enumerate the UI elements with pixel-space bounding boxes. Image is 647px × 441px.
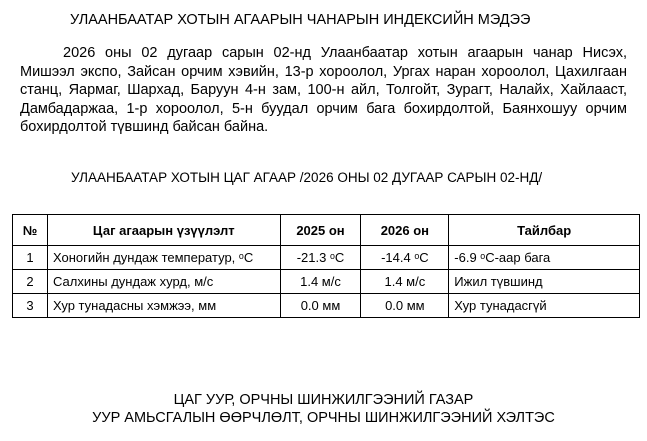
row-value-2026: 0.0 мм: [361, 294, 449, 318]
row-value-2025: 1.4 м/с: [280, 270, 361, 294]
row-indicator-text: Хоногийн дундаж температур,: [52, 250, 239, 265]
header-year-2025: 2025 он: [280, 215, 361, 246]
row-note: Хур тунадасгүй: [449, 294, 640, 318]
header-indicator: Цаг агаарын үзүүлэлт: [47, 215, 280, 246]
table-row: [13, 270, 640, 294]
footer-division: УУР АМЬСГАЛЫН ӨӨРЧЛӨЛТ, ОРЧНЫ ШИНЖИЛГЭЭНИЙ ХЭЛТЭС: [92, 410, 555, 426]
document-title: УЛААНБААТАР ХОТЫН АГААРЫН ЧАНАРЫН ИНДЕКСИЙН МЭДЭЭ: [70, 12, 531, 28]
footer-department: ЦАГ УУР, ОРЧНЫ ШИНЖИЛГЭЭНИЙ ГАЗАР: [173, 392, 474, 408]
row-number: 3: [13, 294, 48, 318]
row-indicator: [47, 270, 280, 294]
row-indicator-unit: ᵒС: [238, 250, 254, 265]
row-indicator-text: Салхины дундаж хурд, м/с: [52, 274, 214, 289]
weather-table: [12, 214, 640, 318]
table-row: [13, 246, 640, 270]
intro-paragraph: 2026 оны 02 дугаар сарын 02-нд Улаанбаатар хотын агаарын чанар Нисэх, Мишээл экспо, Зайсан орчим хэвийн, 13-р хороолол, Ургах наран хороолол, Цахилгаан станц, Яармаг, Шархад, Баруун 4-н зам, 100-н айл, Толгойт, Зурагт, Налайх, Хайлааст, Дамбадаржаа, 1-р хороолол, 5-н буудал орчим бага бохирдолтой, Баянхошуу орчим бохирдолтой түвшинд байсан байна.: [20, 45, 627, 135]
table-row: [13, 294, 640, 318]
row-value-2025: -21.3 ᵒС: [280, 246, 361, 270]
header-number: №: [13, 215, 48, 246]
row-indicator: [47, 246, 280, 270]
header-note: Тайлбар: [449, 215, 640, 246]
table-header-row: [13, 215, 640, 246]
row-value-2026: 1.4 м/с: [361, 270, 449, 294]
row-value-2026: -14.4 ᵒС: [361, 246, 449, 270]
row-number: 2: [13, 270, 48, 294]
row-value-2025: 0.0 мм: [280, 294, 361, 318]
row-note: Ижил түвшинд: [449, 270, 640, 294]
header-year-2026: 2026 он: [361, 215, 449, 246]
row-note: -6.9 ᵒС-аар бага: [449, 246, 640, 270]
row-indicator-text: Хур тунадасны хэмжээ, мм: [52, 298, 217, 313]
row-number: 1: [13, 246, 48, 270]
table-title: УЛААНБААТАР ХОТЫН ЦАГ АГААР /2026 ОНЫ 02 ДУГААР САРЫН 02-НД/: [71, 170, 543, 185]
row-indicator: [47, 294, 280, 318]
